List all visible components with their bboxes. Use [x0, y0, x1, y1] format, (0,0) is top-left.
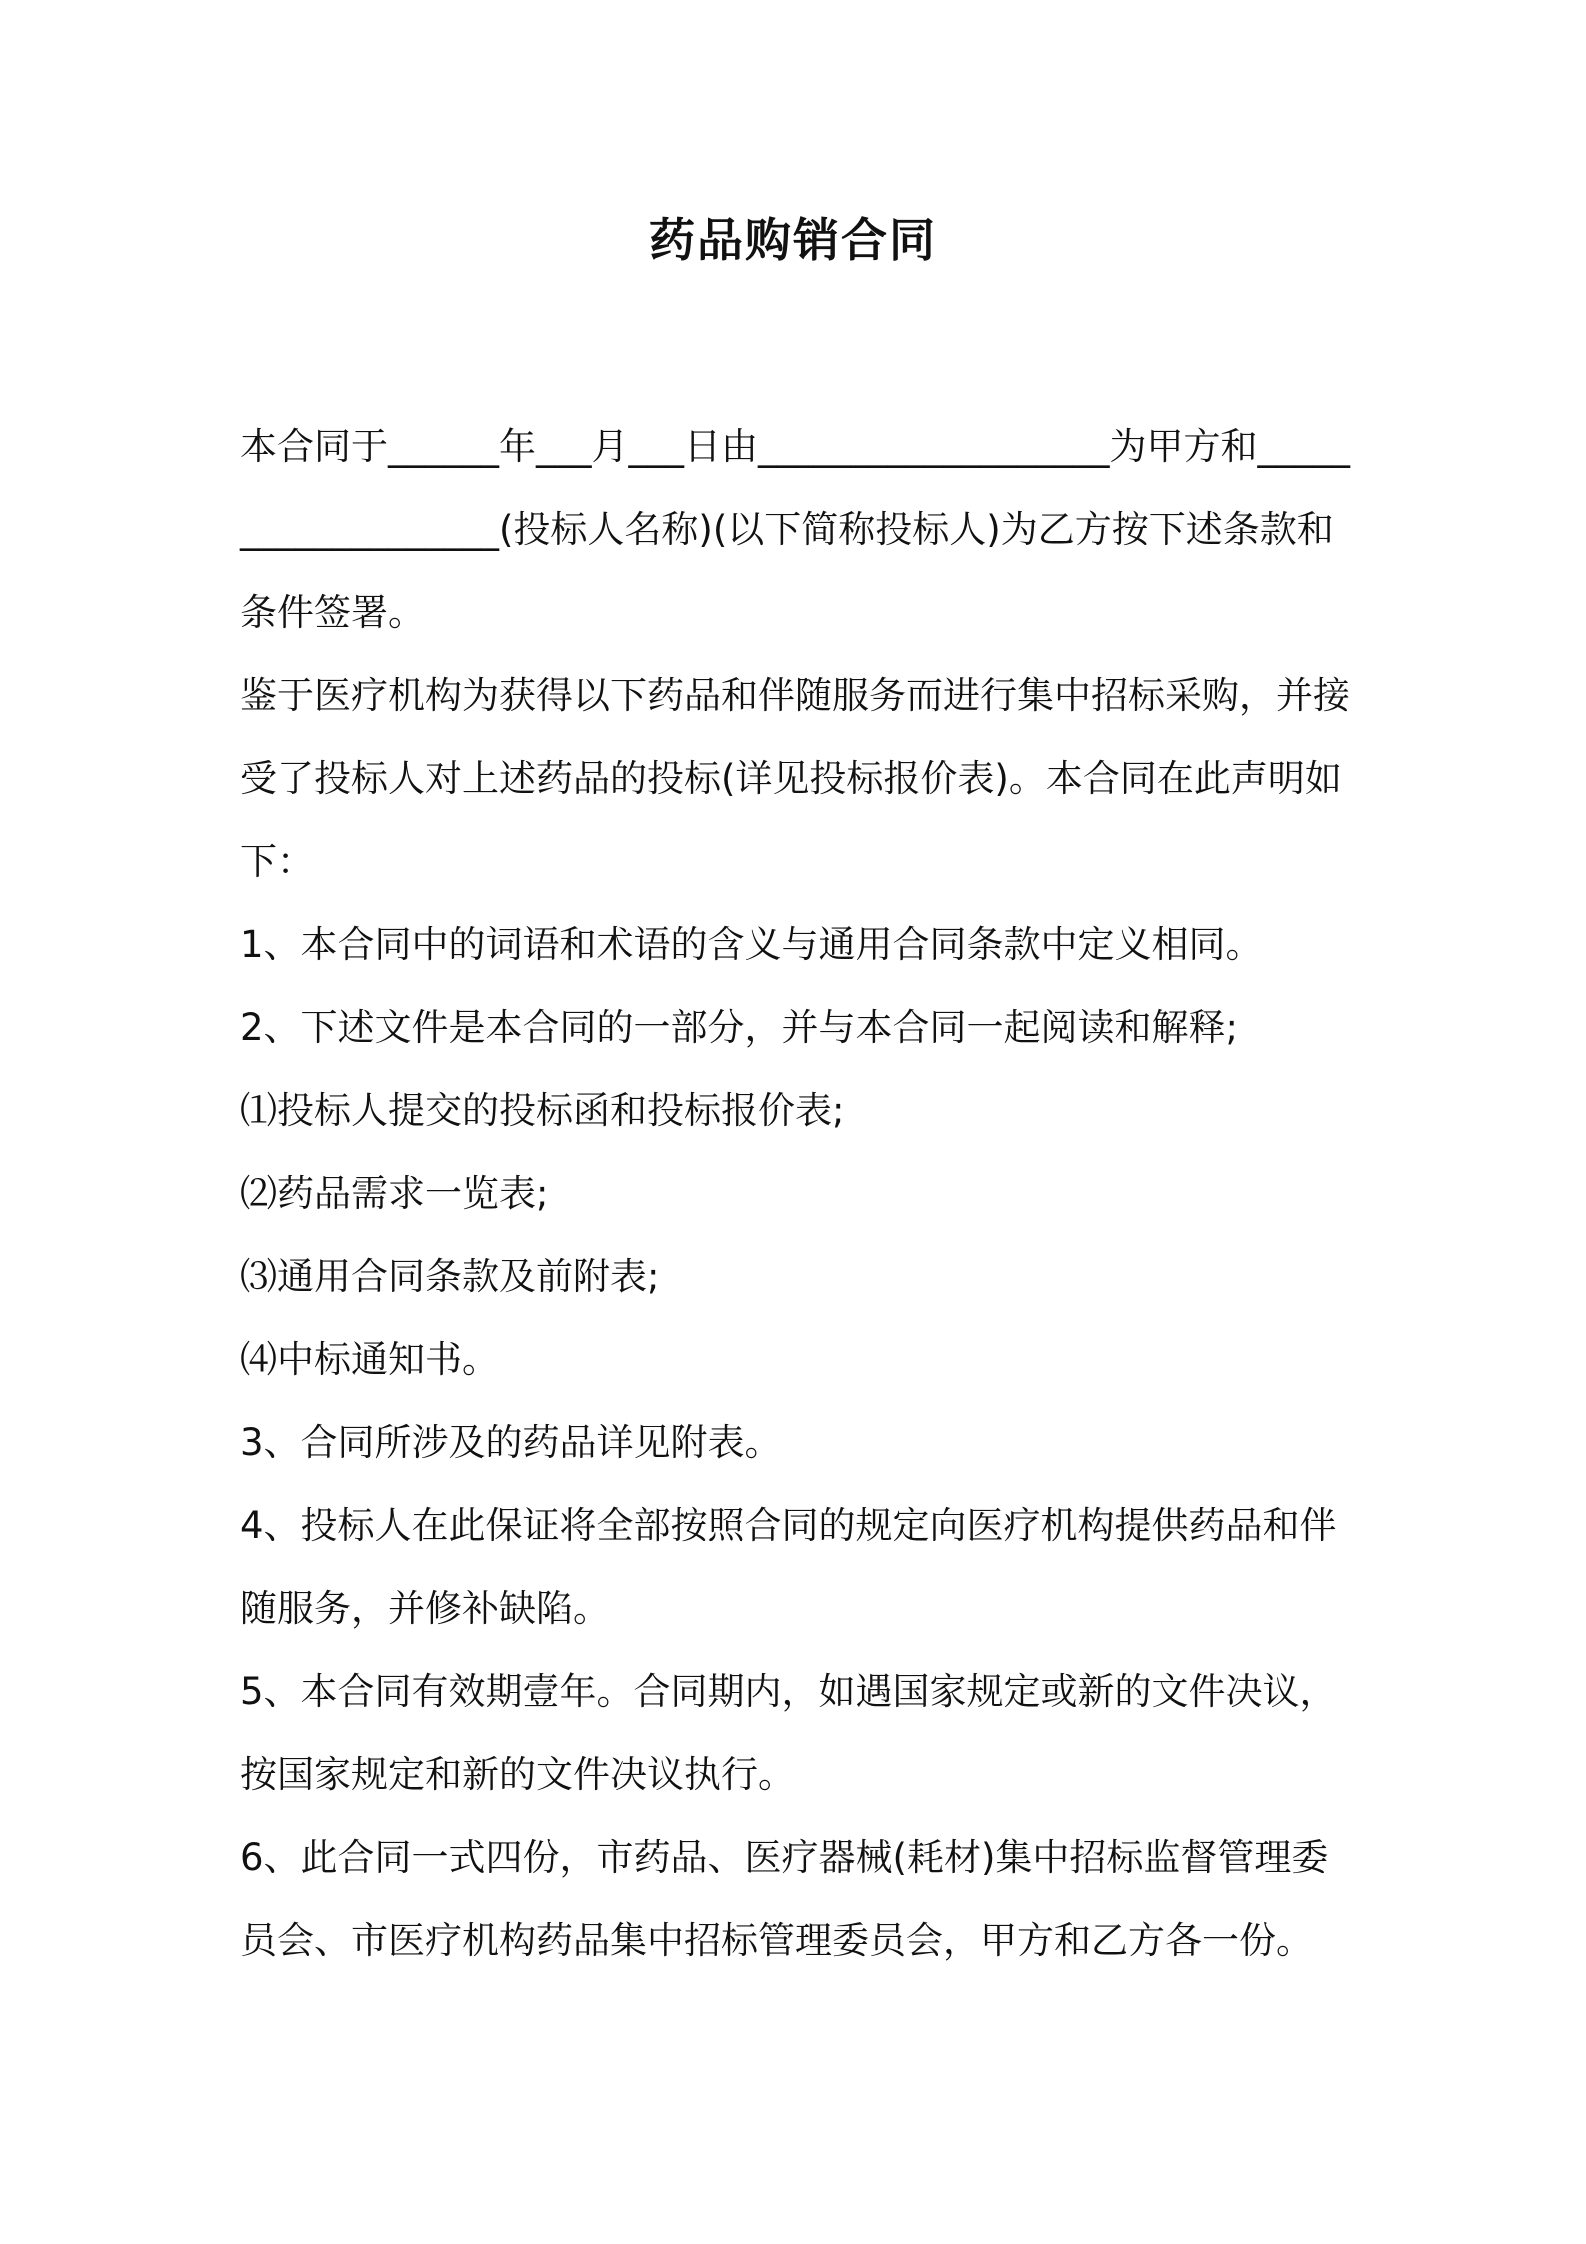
- paragraph-preamble: 本合同于______年___月___日由___________________为甲方和___________________(投标人名称)(以下简称投标人)为乙方按下述条款和条件签署。: [240, 425, 1350, 634]
- clause-6: 6、此合同一式四份，市药品、医疗器械(耗材)集中招标监督管理委员会、市医疗机构药品集中招标管理委员会，甲方和乙方各一份。: [240, 1836, 1329, 1962]
- clause-1: 1、本合同中的词语和术语的含义与通用合同条款中定义相同。: [240, 923, 1263, 966]
- clause-2-item-1: ⑴投标人提交的投标函和投标报价表;: [240, 1089, 845, 1132]
- clause-2-item-4: ⑷中标通知书。: [240, 1338, 499, 1381]
- clause-5: 5、本合同有效期壹年。合同期内，如遇国家规定或新的文件决议，按国家规定和新的文件决议执行。: [240, 1670, 1337, 1796]
- clause-3: 3、合同所涉及的药品详见附表。: [240, 1421, 782, 1464]
- clause-4: 4、投标人在此保证将全部按照合同的规定向医疗机构提供药品和伴随服务，并修补缺陷。: [240, 1504, 1337, 1630]
- document-title: 药品购销合同: [649, 213, 937, 267]
- document-body: [240, 405, 1355, 1982]
- clause-2-item-2: ⑵药品需求一览表;: [240, 1172, 549, 1215]
- clause-2: 2、下述文件是本合同的一部分，并与本合同一起阅读和解释;: [240, 1006, 1239, 1049]
- clause-2-item-3: ⑶通用合同条款及前附表;: [240, 1255, 660, 1298]
- paragraph-recital: 鉴于医疗机构为获得以下药品和伴随服务而进行集中招标采购，并接受了投标人对上述药品的投标(详见投标报价表)。本合同在此声明如下：: [240, 674, 1350, 883]
